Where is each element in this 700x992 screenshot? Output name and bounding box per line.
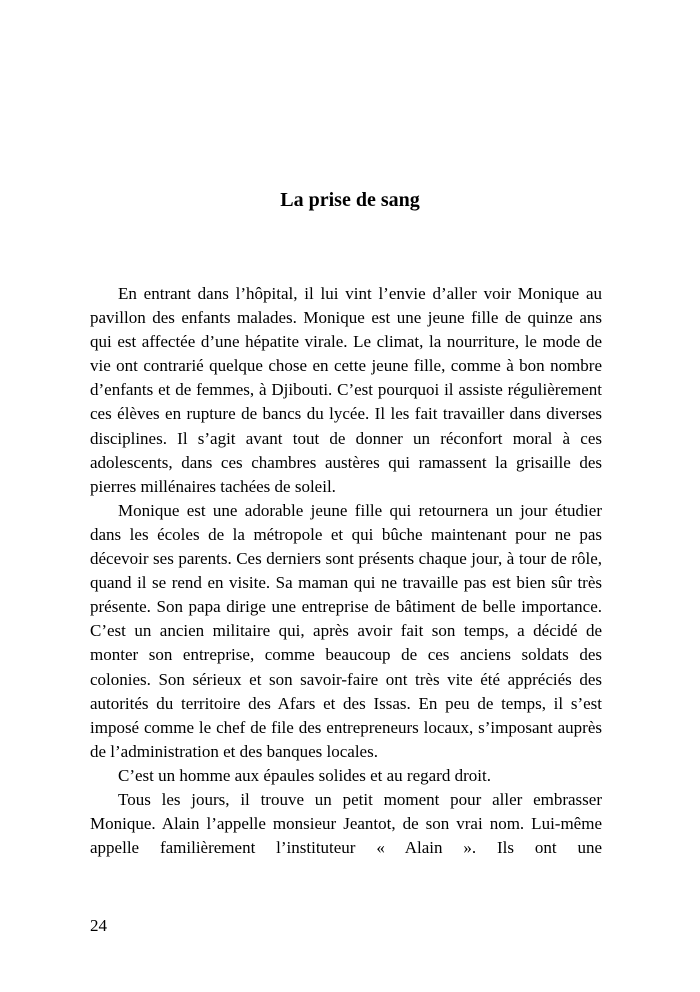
paragraph: C’est un homme aux épaules solides et au regard droit. <box>118 765 491 785</box>
paragraph: Monique est une adorable jeune fille qui retournera un jour étudier dans les écoles de la métropole et qui bûche maintenant pour ne pas décevoir ses parents. Ces derniers sont présents chaque jour, à tour de rôle, quand il se rend en visite. Sa maman qui ne travaille pas est bien sûr très présente. Son papa dirige une entreprise de bâtiment de belle importance. C’est un ancien militaire qui, après avoir fait son temps, a décidé de monter son entreprise, comme beaucoup de ces anciens soldats des colonies. Son sérieux et son savoir-faire ont très vite été appréciés des autorités du territoire des Afars et des Issas. En peu de temps, il s’est imposé comme le chef de file des entrepreneurs locaux, s’imposant auprès de l’administration et des banques locales. <box>90 500 602 761</box>
page-number: 24 <box>90 916 107 935</box>
body-text <box>90 282 602 860</box>
chapter-title: La prise de sang <box>280 189 420 211</box>
paragraph: En entrant dans l’hôpital, il lui vint l’envie d’aller voir Monique au pavillon des enfants malades. Monique est une jeune fille de quinze ans qui est affectée d’une hépatite virale. Le climat, la nourriture, le mode de vie ont contrarié quelque chose en cette jeune fille, comme à bon nombre d’enfants et de femmes, à Djibouti. C’est pourquoi il assiste régulièrement ces élèves en rupture de bancs du lycée. Il les fait travailler dans diverses disciplines. Il s’agit avant tout de donner un réconfort moral à ces adolescents, dans ces chambres austères qui ramassent la grisaille des pierres millénaires tachées de soleil. <box>90 284 602 496</box>
paragraph: Tous les jours, il trouve un petit moment pour aller embrasser Monique. Alain l’appelle monsieur Jeantot, de son vrai nom. Lui-même appelle familièrement l’instituteur « Alain ». Ils ont une <box>90 789 602 858</box>
